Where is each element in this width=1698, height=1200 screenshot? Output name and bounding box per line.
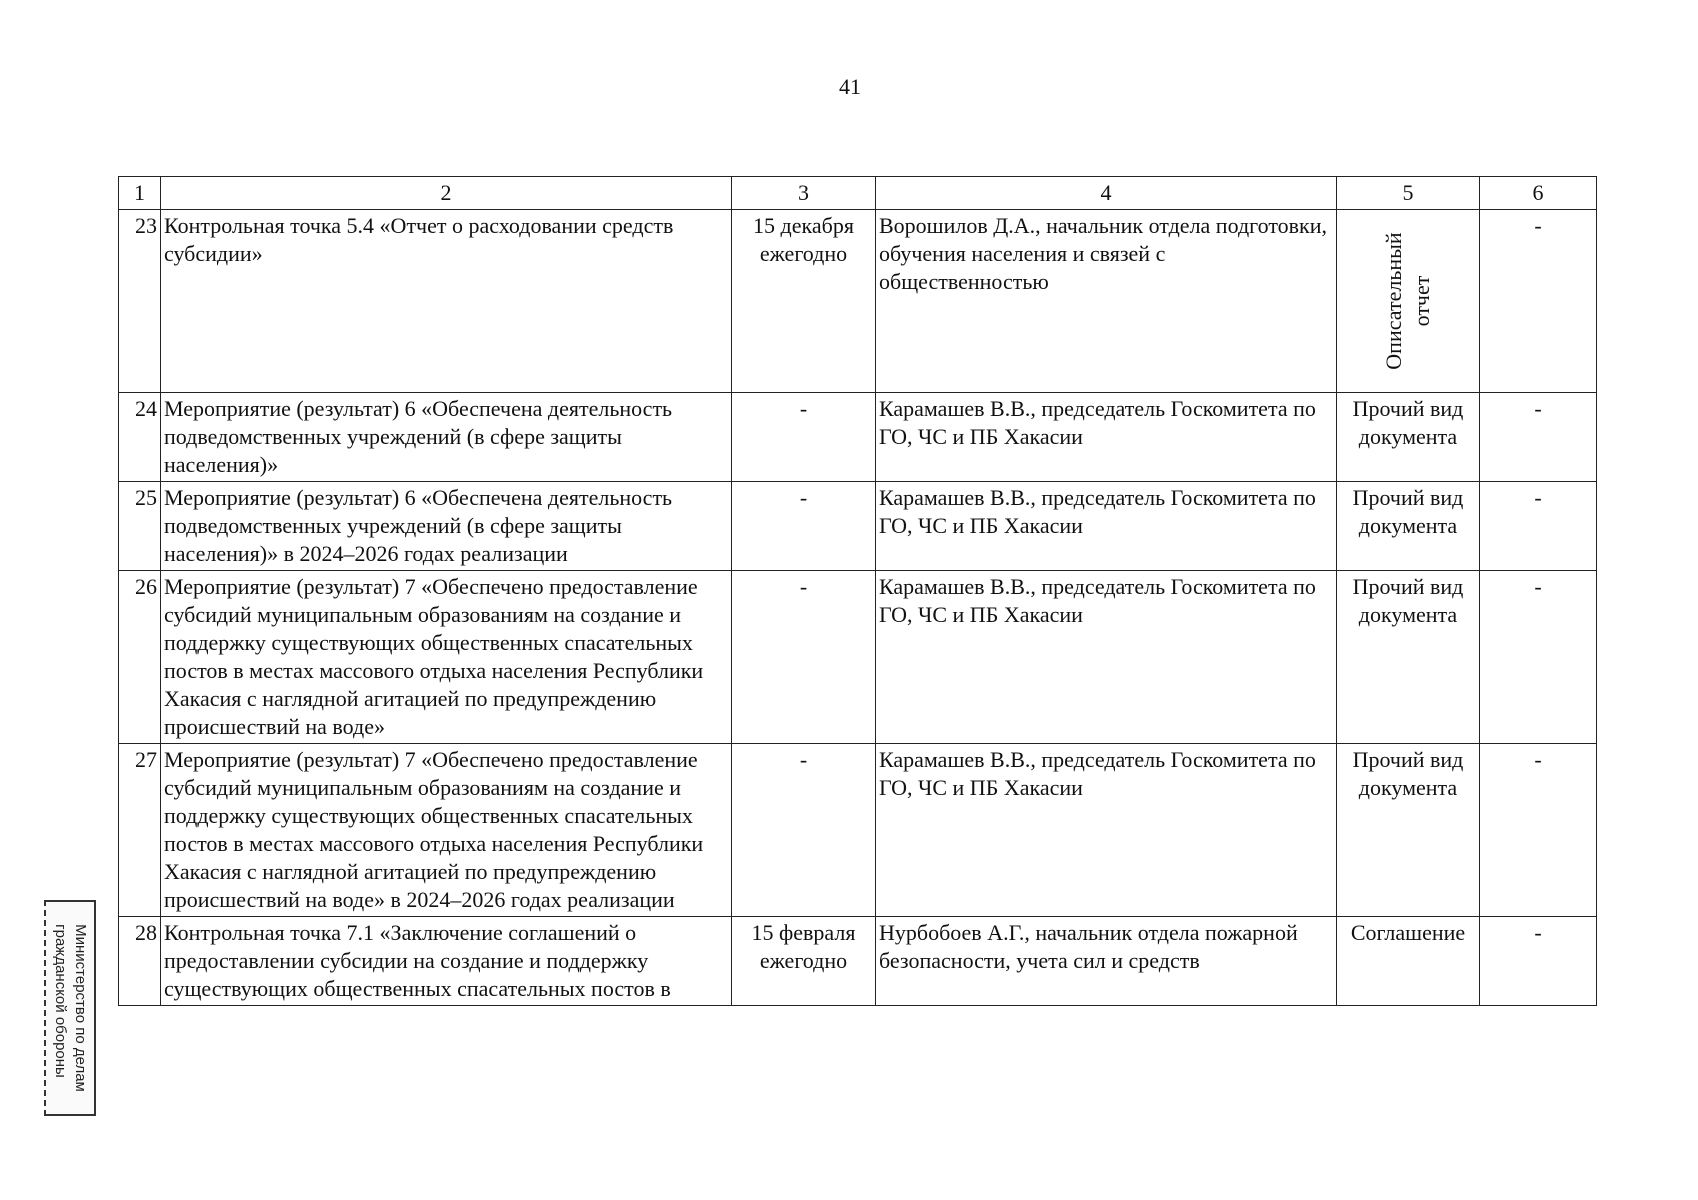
- row-responsible: Ворошилов Д.А., начальник отдела подготовки, обучения населения и связей с общественностью: [876, 210, 1337, 393]
- row-name: Мероприятие (результат) 7 «Обеспечено предоставление субсидий муниципальным образованиям на создание и поддержку существующих общественных спасательных постов в местах массового отдыха населения Республики Хакасия с наглядной агитацией по предупреждению происшествий на воде»: [161, 571, 732, 744]
- column-header: 4: [876, 177, 1337, 210]
- page-number: 41: [839, 74, 861, 99]
- row-date: 15 декабря ежегодно: [732, 210, 876, 393]
- registration-stamp: [44, 900, 96, 1116]
- row-date: -: [732, 482, 876, 571]
- row-doc-type: Прочий вид документа: [1337, 571, 1480, 744]
- stamp-text: [50, 924, 90, 1092]
- table-row: [119, 917, 1597, 1006]
- row-doc-type: Прочий вид документа: [1337, 744, 1480, 917]
- row-name: Контрольная точка 5.4 «Отчет о расходовании средств субсидии»: [161, 210, 732, 393]
- row-number: 26: [119, 571, 161, 744]
- column-header: 2: [161, 177, 732, 210]
- row-number: 23: [119, 210, 161, 393]
- row-number: 25: [119, 482, 161, 571]
- table-header-row: [119, 177, 1597, 210]
- row-name: Мероприятие (результат) 7 «Обеспечено предоставление субсидий муниципальным образованиям на создание и поддержку существующих общественных спасательных постов в местах массового отдыха населения Республики Хакасия с наглядной агитацией по предупреждению происшествий на воде» в 2024–2026 годах реализации: [161, 744, 732, 917]
- row-name: Контрольная точка 7.1 «Заключение соглашений о предоставлении субсидии на создание и поддержку существующих общественных спасательных постов в: [161, 917, 732, 1006]
- row-date: -: [732, 393, 876, 482]
- row-doc-type-cell: [1337, 210, 1480, 393]
- rotated-wrap: [1340, 212, 1476, 390]
- row-date: -: [732, 571, 876, 744]
- row-extra: -: [1480, 571, 1597, 744]
- table-row: [119, 571, 1597, 744]
- row-responsible: Нурбобоев А.Г., начальник отдела пожарной безопасности, учета сил и средств: [876, 917, 1337, 1006]
- row-extra: -: [1480, 744, 1597, 917]
- row-number: 27: [119, 744, 161, 917]
- row-responsible: Карамашев В.В., председатель Госкомитета по ГО, ЧС и ПБ Хакасии: [876, 744, 1337, 917]
- stamp-line: гражданской обороны: [52, 924, 69, 1078]
- row-extra: -: [1480, 393, 1597, 482]
- stamp-line: Министерство по делам: [72, 924, 89, 1092]
- row-number: 24: [119, 393, 161, 482]
- table-row: [119, 744, 1597, 917]
- table-row: [119, 482, 1597, 571]
- row-date: -: [732, 744, 876, 917]
- row-extra: -: [1480, 482, 1597, 571]
- row-number: 28: [119, 917, 161, 1006]
- row-doc-type: Описательный отчет: [1381, 232, 1434, 370]
- table-row: [119, 393, 1597, 482]
- document-table: [118, 176, 1597, 1006]
- row-responsible: Карамашев В.В., председатель Госкомитета по ГО, ЧС и ПБ Хакасии: [876, 571, 1337, 744]
- row-extra: -: [1480, 210, 1597, 393]
- row-doc-type: Прочий вид документа: [1337, 393, 1480, 482]
- row-doc-type: Прочий вид документа: [1337, 482, 1480, 571]
- column-header: 6: [1480, 177, 1597, 210]
- table-row: [119, 210, 1597, 393]
- row-date: 15 февраля ежегодно: [732, 917, 876, 1006]
- row-extra: -: [1480, 917, 1597, 1006]
- row-doc-type: Соглашение: [1337, 917, 1480, 1006]
- row-name: Мероприятие (результат) 6 «Обеспечена деятельность подведомственных учреждений (в сфере защиты населения)»: [161, 393, 732, 482]
- column-header: 1: [119, 177, 161, 210]
- row-name: Мероприятие (результат) 6 «Обеспечена деятельность подведомственных учреждений (в сфере защиты населения)» в 2024–2026 годах реализации: [161, 482, 732, 571]
- row-responsible: Карамашев В.В., председатель Госкомитета по ГО, ЧС и ПБ Хакасии: [876, 393, 1337, 482]
- column-header: 3: [732, 177, 876, 210]
- row-responsible: Карамашев В.В., председатель Госкомитета по ГО, ЧС и ПБ Хакасии: [876, 482, 1337, 571]
- column-header: 5: [1337, 177, 1480, 210]
